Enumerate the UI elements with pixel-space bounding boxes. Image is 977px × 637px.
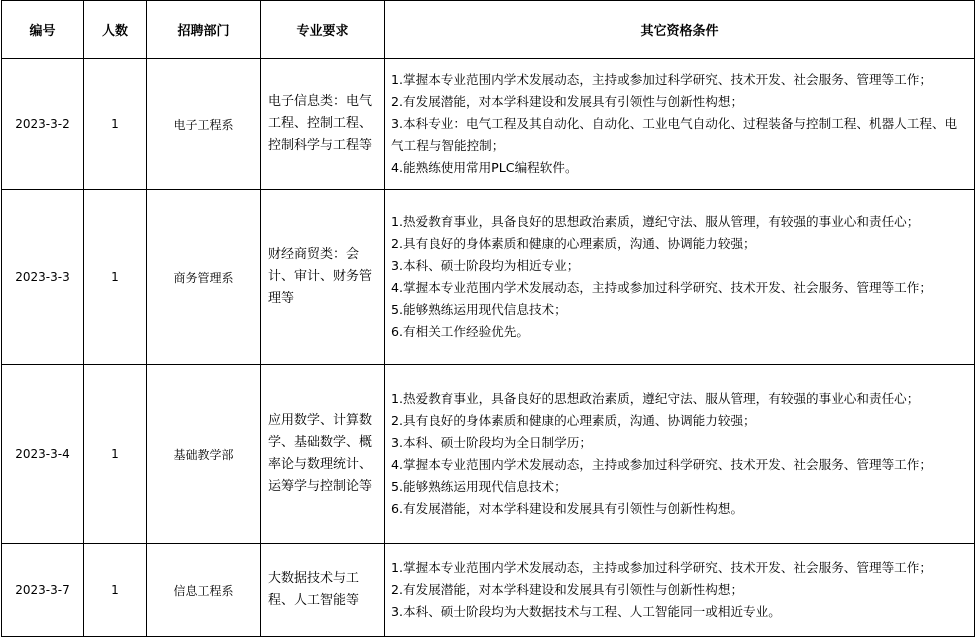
cell-id: 2023-3-2 [2, 59, 84, 190]
condition-item: 1.热爱教育事业，具备良好的思想政治素质，遵纪守法、服从管理，有较强的事业心和责任心； [391, 214, 920, 229]
condition-item: 3.本科专业：电气工程及其自动化、自动化、工业电气自动化、过程装备与控制工程、机器人工程、电气工程与智能控制； [391, 116, 958, 153]
condition-item: 4.掌握本专业范围内学术发展动态，主持或参加过科学研究、技术开发、社会服务、管理等工作； [391, 280, 932, 295]
table-row [2, 59, 975, 190]
header-id: 编号 [2, 1, 84, 59]
cell-id: 2023-3-7 [2, 544, 84, 637]
cell-dept: 电子工程系 [147, 59, 261, 190]
table-row [2, 365, 975, 544]
header-count: 人数 [84, 1, 147, 59]
header-row [2, 1, 975, 59]
condition-item: 2.有发展潜能，对本学科建设和发展具有引领性与创新性构想； [391, 94, 744, 109]
cell-id: 2023-3-4 [2, 365, 84, 544]
cell-dept: 基础教学部 [147, 365, 261, 544]
cell-count: 1 [84, 365, 147, 544]
condition-item: 4.掌握本专业范围内学术发展动态，主持或参加过科学研究、技术开发、社会服务、管理等工作； [391, 457, 932, 472]
condition-item: 3.本科、硕士阶段均为大数据技术与工程、人工智能同一或相近专业。 [391, 604, 781, 619]
condition-item: 2.具有良好的身体素质和健康的心理素质，沟通、协调能力较强； [391, 413, 756, 428]
cell-dept: 商务管理系 [147, 190, 261, 365]
cell-id: 2023-3-3 [2, 190, 84, 365]
condition-item: 5.能够熟练运用现代信息技术； [391, 479, 567, 494]
cell-major: 电子信息类：电气工程、控制工程、控制科学与工程等 [261, 59, 385, 190]
condition-item: 1.掌握本专业范围内学术发展动态，主持或参加过科学研究、技术开发、社会服务、管理等工作； [391, 560, 932, 575]
condition-item: 3.本科、硕士阶段均为相近专业； [391, 258, 580, 273]
cell-conditions [385, 190, 975, 365]
condition-item: 1.热爱教育事业，具备良好的思想政治素质，遵纪守法、服从管理，有较强的事业心和责任心； [391, 391, 920, 406]
condition-item: 1.掌握本专业范围内学术发展动态，主持或参加过科学研究、技术开发、社会服务、管理等工作； [391, 72, 932, 87]
header-conditions: 其它资格条件 [385, 1, 975, 59]
cell-major: 财经商贸类：会计、审计、财务管理等 [261, 190, 385, 365]
condition-item: 2.具有良好的身体素质和健康的心理素质，沟通、协调能力较强； [391, 236, 756, 251]
table-row [2, 544, 975, 637]
condition-item: 6.有发展潜能，对本学科建设和发展具有引领性与创新性构想。 [391, 501, 744, 516]
cell-dept: 信息工程系 [147, 544, 261, 637]
header-dept: 招聘部门 [147, 1, 261, 59]
condition-item: 4.能熟练使用常用PLC编程软件。 [391, 160, 578, 175]
table-row [2, 190, 975, 365]
cell-count: 1 [84, 59, 147, 190]
recruitment-table [1, 0, 975, 637]
cell-conditions [385, 365, 975, 544]
cell-conditions [385, 59, 975, 190]
cell-conditions [385, 544, 975, 637]
cell-major: 应用数学、计算数学、基础数学、概率论与数理统计、运筹学与控制论等 [261, 365, 385, 544]
condition-item: 2.有发展潜能，对本学科建设和发展具有引领性与创新性构想； [391, 582, 744, 597]
cell-major: 大数据技术与工程、人工智能等 [261, 544, 385, 637]
header-major: 专业要求 [261, 1, 385, 59]
cell-count: 1 [84, 190, 147, 365]
condition-item: 6.有相关工作经验优先。 [391, 324, 529, 339]
cell-count: 1 [84, 544, 147, 637]
condition-item: 5.能够熟练运用现代信息技术； [391, 302, 567, 317]
condition-item: 3.本科、硕士阶段均为全日制学历； [391, 435, 592, 450]
